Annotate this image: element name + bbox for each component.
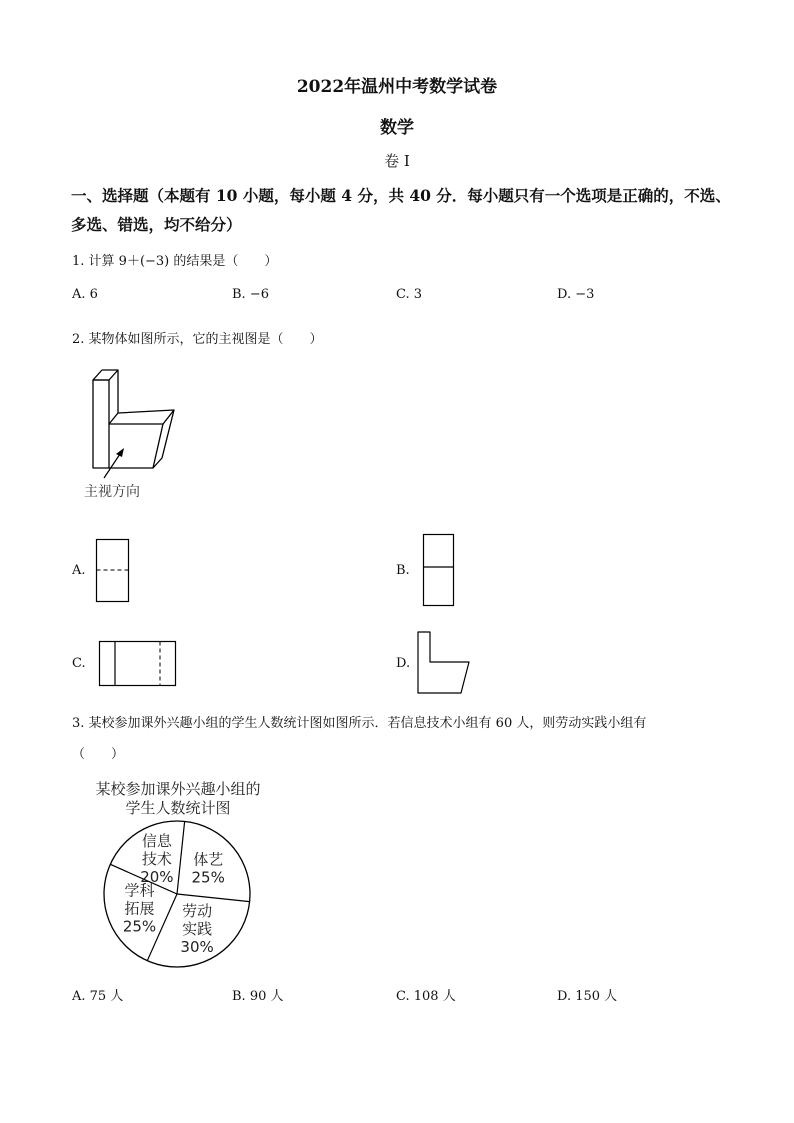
arrow-head — [116, 448, 124, 457]
pie-slice-name: 技术 — [141, 850, 172, 869]
chart-title-line2: 学生人数统计图 — [125, 799, 231, 817]
q1-option-d[interactable]: D. −3 — [557, 287, 595, 302]
q1-option-c[interactable]: C. 3 — [396, 287, 423, 302]
view-direction-arrow — [104, 454, 120, 478]
pie-slice-name: 拓展 — [124, 899, 155, 918]
pie-slice-percent: 25% — [191, 868, 225, 887]
figure-base-side — [153, 410, 174, 468]
q2-option-d-label[interactable]: D. — [396, 656, 411, 671]
q1-option-b[interactable]: B. −6 — [232, 287, 269, 302]
q1-stem: 1. 计算 9＋(−3) 的结果是（ ） — [72, 254, 278, 269]
pie-slice-boundary — [177, 894, 250, 902]
q3-option-a[interactable]: A. 75 人 — [72, 989, 124, 1004]
q2-option-c-label[interactable]: C. — [72, 656, 86, 671]
chart-title-line1: 某校参加课外兴趣小组的 — [95, 780, 261, 798]
pie-slice-percent: 25% — [122, 917, 157, 936]
section-heading-line1: 一、选择题（本题有 10 小题，每小题 4 分，共 40 分．每小题只有一个选项是正确的，不选、 — [71, 186, 731, 205]
exam-title: 2022年温州中考数学试卷 — [296, 77, 498, 97]
pie-slice-name: 学科 — [124, 881, 155, 900]
figure-base-front — [109, 424, 163, 468]
q3-stem-line2: （ ） — [72, 747, 125, 762]
q1-option-a[interactable]: A. 6 — [72, 287, 98, 302]
q2-stem: 2. 某物体如图所示，它的主视图是（ ） — [72, 332, 323, 347]
section-heading-line2: 多选、错选，均不给分） — [71, 215, 242, 234]
pie-chart — [70, 773, 290, 973]
part-title: 卷 I — [384, 152, 410, 170]
pie-slice-name: 劳动 — [182, 901, 213, 920]
q3-option-d[interactable]: D. 150 人 — [557, 989, 618, 1004]
q2-object-figure — [80, 362, 190, 502]
q2-option-a-figure[interactable] — [95, 538, 131, 604]
q2-option-b-figure[interactable] — [422, 533, 456, 609]
figure-base-top — [109, 410, 174, 424]
q2-option-c-figure[interactable] — [98, 640, 178, 688]
q2-option-a-label[interactable]: A. — [72, 563, 86, 578]
view-direction-label: 主视方向 — [84, 484, 140, 500]
subject-title: 数学 — [380, 118, 414, 138]
pie-slice-percent: 20% — [140, 868, 174, 887]
q3-stem-line1: 3. 某校参加课外兴趣小组的学生人数统计图如图所示．若信息技术小组有 60 人，则劳动实践小组有 — [72, 716, 647, 731]
pie-slice-percent: 30% — [180, 937, 214, 956]
pie-slice-boundary — [177, 821, 185, 894]
figure-column-front — [93, 380, 109, 468]
pie-slice-name: 体艺 — [193, 850, 224, 869]
pie-slice-name: 信息 — [141, 832, 172, 851]
q3-option-c[interactable]: C. 108 人 — [396, 989, 456, 1004]
q2-option-d-figure[interactable] — [416, 630, 474, 696]
q2-option-b-label[interactable]: B. — [396, 563, 410, 578]
q3-option-b[interactable]: B. 90 人 — [232, 989, 284, 1004]
pie-slice-name: 实践 — [182, 919, 213, 938]
figure-column-top — [93, 370, 118, 380]
